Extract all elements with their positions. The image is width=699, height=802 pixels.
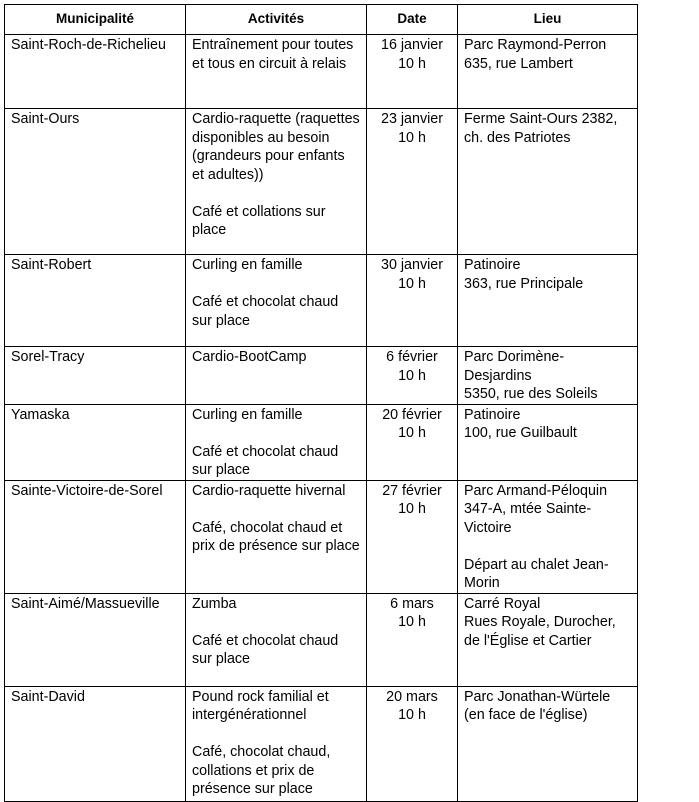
table-row <box>5 686 638 801</box>
lieu-text: Carré Royal <box>464 595 541 612</box>
cell-municipalite <box>5 35 186 109</box>
lieu-text: (en face de l'église) <box>464 707 588 723</box>
municipalite-text: Yamaska <box>11 406 70 423</box>
table-row <box>5 109 638 255</box>
lieu-text: 5350, rue des Soleils <box>464 386 598 402</box>
activite-text: Café et chocolat chaud sur place <box>192 443 343 478</box>
cell-lieu <box>458 480 638 593</box>
table-row <box>5 35 638 109</box>
cell-municipalite <box>5 593 186 686</box>
date-text: 27 février <box>382 482 442 499</box>
lieu-text: 100, rue Guilbault <box>464 425 577 441</box>
activite-text: Cardio-BootCamp <box>192 349 307 365</box>
table-header-row <box>5 5 638 35</box>
date-text: 6 mars <box>390 595 434 612</box>
cell-lieu <box>458 593 638 686</box>
lieu-text: Parc Dorimène-Desjardins <box>464 349 565 384</box>
cell-lieu <box>458 109 638 255</box>
paragraph-gap <box>464 537 631 556</box>
cell-date <box>367 593 458 686</box>
time-text: 10 h <box>398 501 426 517</box>
date-text: 20 mars <box>386 688 438 705</box>
cell-lieu <box>458 35 638 109</box>
lieu-text: 635, rue Lambert <box>464 55 573 72</box>
date-text: 23 janvier <box>381 111 443 127</box>
cell-date <box>367 35 458 109</box>
cell-municipalite <box>5 480 186 593</box>
cell-municipalite <box>5 109 186 255</box>
time-text: 10 h <box>398 367 426 384</box>
cell-date <box>367 255 458 347</box>
activite-text: Curling en famille <box>192 257 303 273</box>
cell-municipalite <box>5 686 186 801</box>
table-row <box>5 347 638 405</box>
lieu-text: Parc Jonathan-Würtele <box>464 688 611 705</box>
cell-activites <box>186 686 367 801</box>
activite-text: Pound rock familial et intergénérationnel <box>192 688 333 723</box>
paragraph-gap <box>192 613 360 632</box>
date-text: 20 février <box>382 406 442 423</box>
lieu-text: Parc Armand-Péloquin 347-A, mtée Sainte-Victoire <box>464 482 612 536</box>
cell-lieu <box>458 347 638 405</box>
table-row <box>5 593 638 686</box>
cell-date <box>367 404 458 480</box>
paragraph-gap <box>192 424 360 443</box>
cell-municipalite <box>5 255 186 347</box>
time-text: 10 h <box>398 129 426 146</box>
cell-activites <box>186 480 367 593</box>
table-row <box>5 480 638 593</box>
municipalite-text: Sorel-Tracy <box>11 349 85 365</box>
paragraph-gap <box>192 275 360 294</box>
cell-date <box>367 347 458 405</box>
header-municipalite: Municipalité <box>5 5 186 35</box>
municipalite-text: Saint-Roch-de-Richelieu <box>11 37 166 53</box>
table-row <box>5 404 638 480</box>
municipalite-text: Sainte-Victoire-de-Sorel <box>11 482 163 499</box>
cell-lieu <box>458 404 638 480</box>
activite-text: Entraînement pour toutes et tous en circuit à relais <box>192 37 358 72</box>
cell-activites <box>186 404 367 480</box>
events-table <box>4 4 638 802</box>
date-text: 6 février <box>386 349 438 365</box>
municipalite-text: Saint-Aimé/Massueville <box>11 595 160 612</box>
cell-date <box>367 109 458 255</box>
table-row <box>5 255 638 347</box>
activite-text: Zumba <box>192 595 237 612</box>
lieu-text: Départ au chalet Jean-Morin <box>464 556 609 591</box>
date-text: 16 janvier <box>381 37 443 53</box>
activite-text: Cardio-raquette (raquettes disponibles au besoin (grandeurs pour enfants et adultes)) <box>192 111 364 183</box>
activite-text: Curling en famille <box>192 406 303 423</box>
cell-activites <box>186 109 367 255</box>
cell-municipalite <box>5 404 186 480</box>
lieu-text: Parc Raymond-Perron <box>464 37 607 53</box>
time-text: 10 h <box>398 614 426 630</box>
time-text: 10 h <box>398 707 426 723</box>
cell-activites <box>186 255 367 347</box>
cell-lieu <box>458 686 638 801</box>
activite-text: Café et collations sur place <box>192 203 330 238</box>
paragraph-gap <box>192 184 360 203</box>
lieu-text: Ferme Saint-Ours 2382, ch. des Patriotes <box>464 111 622 146</box>
cell-activites <box>186 593 367 686</box>
cell-date <box>367 686 458 801</box>
paragraph-gap <box>192 725 360 744</box>
header-date: Date <box>367 5 458 35</box>
lieu-text: Rues Royale, Durocher, de l'Église et Cartier <box>464 614 620 649</box>
activite-text: Café et chocolat chaud sur place <box>192 632 343 667</box>
activite-text: Cardio-raquette hivernal <box>192 482 346 499</box>
header-activites: Activités <box>186 5 367 35</box>
lieu-text: 363, rue Principale <box>464 275 584 292</box>
paragraph-gap <box>192 500 360 519</box>
activite-text: Café, chocolat chaud, collations et prix de présence sur place <box>192 744 335 797</box>
cell-municipalite <box>5 347 186 405</box>
header-lieu: Lieu <box>458 5 638 35</box>
time-text: 10 h <box>398 425 426 441</box>
date-text: 30 janvier <box>381 257 443 273</box>
lieu-text: Patinoire <box>464 257 521 273</box>
municipalite-text: Saint-Ours <box>11 111 80 127</box>
cell-activites <box>186 35 367 109</box>
cell-date <box>367 480 458 593</box>
time-text: 10 h <box>398 55 426 72</box>
lieu-text: Patinoire <box>464 406 521 423</box>
municipalite-text: Saint-David <box>11 688 85 705</box>
cell-activites <box>186 347 367 405</box>
activite-text: Café et chocolat chaud sur place <box>192 294 343 329</box>
municipalite-text: Saint-Robert <box>11 257 92 273</box>
activite-text: Café, chocolat chaud et prix de présence sur place <box>192 519 360 554</box>
cell-lieu <box>458 255 638 347</box>
time-text: 10 h <box>398 275 426 292</box>
